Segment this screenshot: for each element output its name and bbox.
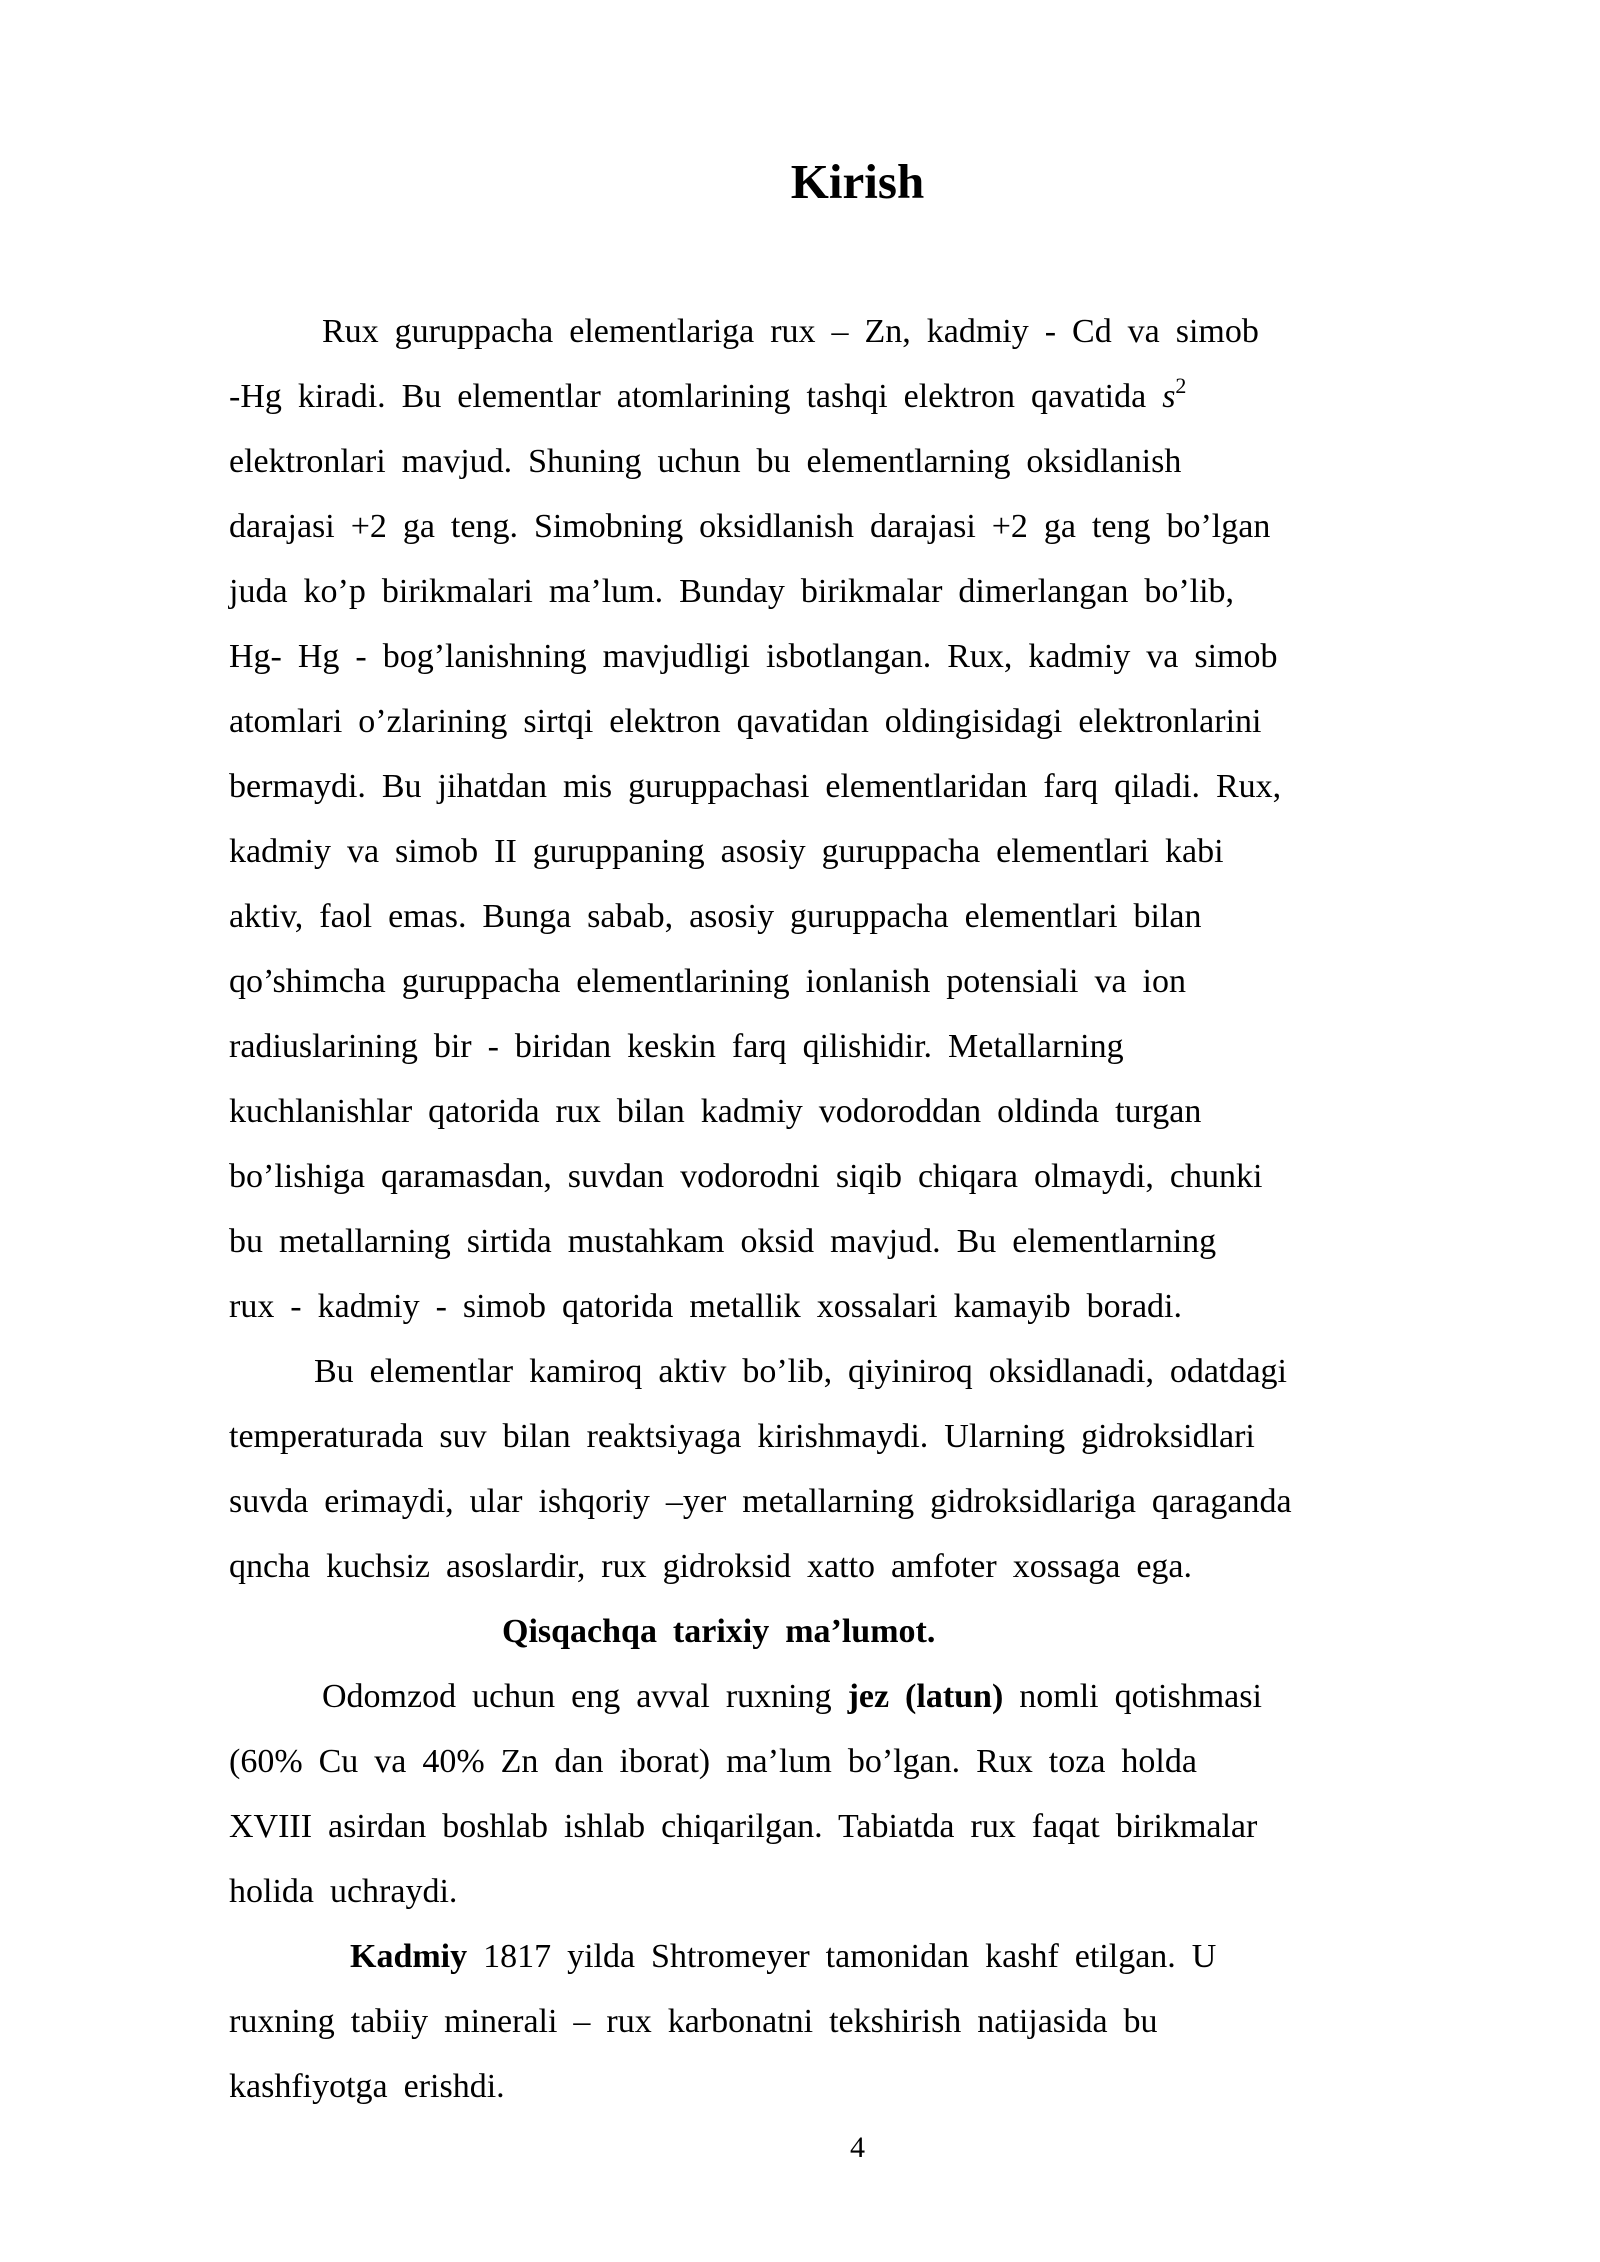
superscript: 2 [1175, 373, 1187, 398]
text-line: kashfiyotga erishdi. [229, 2068, 505, 2105]
text-line: radiuslarining bir - biridan keskin farq qilishidir. Metallarning [229, 1028, 1124, 1065]
text-span: nomli qotishmasi [1003, 1678, 1262, 1715]
text-line: atomlari o’zlarining sirtqi elektron qavatidan oldingisidagi elektronlarini [229, 703, 1262, 740]
text-span: -Hg kiradi. Bu elementlar atomlarining tashqi elektron qavatida [229, 378, 1163, 415]
text-line: Hg- Hg - bog’lanishning mavjudligi isbotlangan. Rux, kadmiy va simob [229, 638, 1278, 675]
text-line: aktiv, faol emas. Bunga sabab, asosiy guruppacha elementlari bilan [229, 898, 1202, 935]
text-line: bermaydi. Bu jihatdan mis guruppachasi elementlaridan farq qiladi. Rux, [229, 768, 1282, 805]
text-line: bo’lishiga qaramasdan, suvdan vodorodni siqib chiqara olmaydi, chunki [229, 1158, 1263, 1195]
section-heading: Qisqachqa tarixiy ma’lumot. [502, 1613, 936, 1650]
text-line: XVIII asirdan boshlab ishlab chiqarilgan. Tabiatda rux faqat birikmalar [229, 1808, 1258, 1845]
text-line: kuchlanishlar qatorida rux bilan kadmiy vodoroddan oldinda turgan [229, 1093, 1202, 1130]
text-line: qo’shimcha guruppacha elementlarining ionlanish potensiali va ion [229, 963, 1186, 1000]
text-span: Odomzod uchun eng avval ruxning [322, 1678, 848, 1715]
text-line [229, 372, 1186, 422]
text-line: holida uchraydi. [229, 1873, 458, 1910]
text-line: Rux guruppacha elementlariga rux – Zn, kadmiy - Cd va simob [322, 313, 1259, 350]
bold-term: jez (latun) [847, 1678, 1004, 1715]
text-line: temperaturada suv bilan reaktsiyaga kirishmaydi. Ularning gidroksidlari [229, 1418, 1255, 1455]
text-line: kadmiy va simob II guruppaning asosiy guruppacha elementlari kabi [229, 833, 1224, 870]
text-line: elektronlari mavjud. Shuning uchun bu elementlarning oksidlanish [229, 443, 1182, 480]
text-line: juda ko’p birikmalari ma’lum. Bunday birikmalar dimerlangan bo’lib, [229, 573, 1235, 610]
text-line: (60% Cu va 40% Zn dan iborat) ma’lum bo’lgan. Rux toza holda [229, 1743, 1197, 1780]
text-line: qncha kuchsiz asoslardir, rux gidroksid xatto amfoter xossaga ega. [229, 1548, 1192, 1585]
text-line: Bu elementlar kamiroq aktiv bo’lib, qiyiniroq oksidlanadi, odatdagi [314, 1353, 1287, 1390]
page-title: Kirish [790, 154, 925, 209]
text-line: bu metallarning sirtida mustahkam oksid mavjud. Bu elementlarning [229, 1223, 1217, 1260]
text-line: darajasi +2 ga teng. Simobning oksidlanish darajasi +2 ga teng bo’lgan [229, 508, 1271, 545]
text-line: suvda erimaydi, ular ishqoriy –yer metallarning gidroksidlariga qaraganda [229, 1483, 1292, 1520]
text-line [350, 1932, 1216, 1982]
orbital-symbol: s [1162, 378, 1176, 415]
bold-term: Kadmiy [350, 1938, 468, 1975]
text-span: 1817 yilda Shtromeyer tamonidan kashf etilgan. U [467, 1938, 1217, 1975]
page-number: 4 [850, 2131, 865, 2164]
text-line [322, 1672, 1262, 1722]
text-line: ruxning tabiiy minerali – rux karbonatni tekshirish natijasida bu [229, 2003, 1158, 2040]
text-line: rux - kadmiy - simob qatorida metallik xossalari kamayib boradi. [229, 1288, 1182, 1325]
